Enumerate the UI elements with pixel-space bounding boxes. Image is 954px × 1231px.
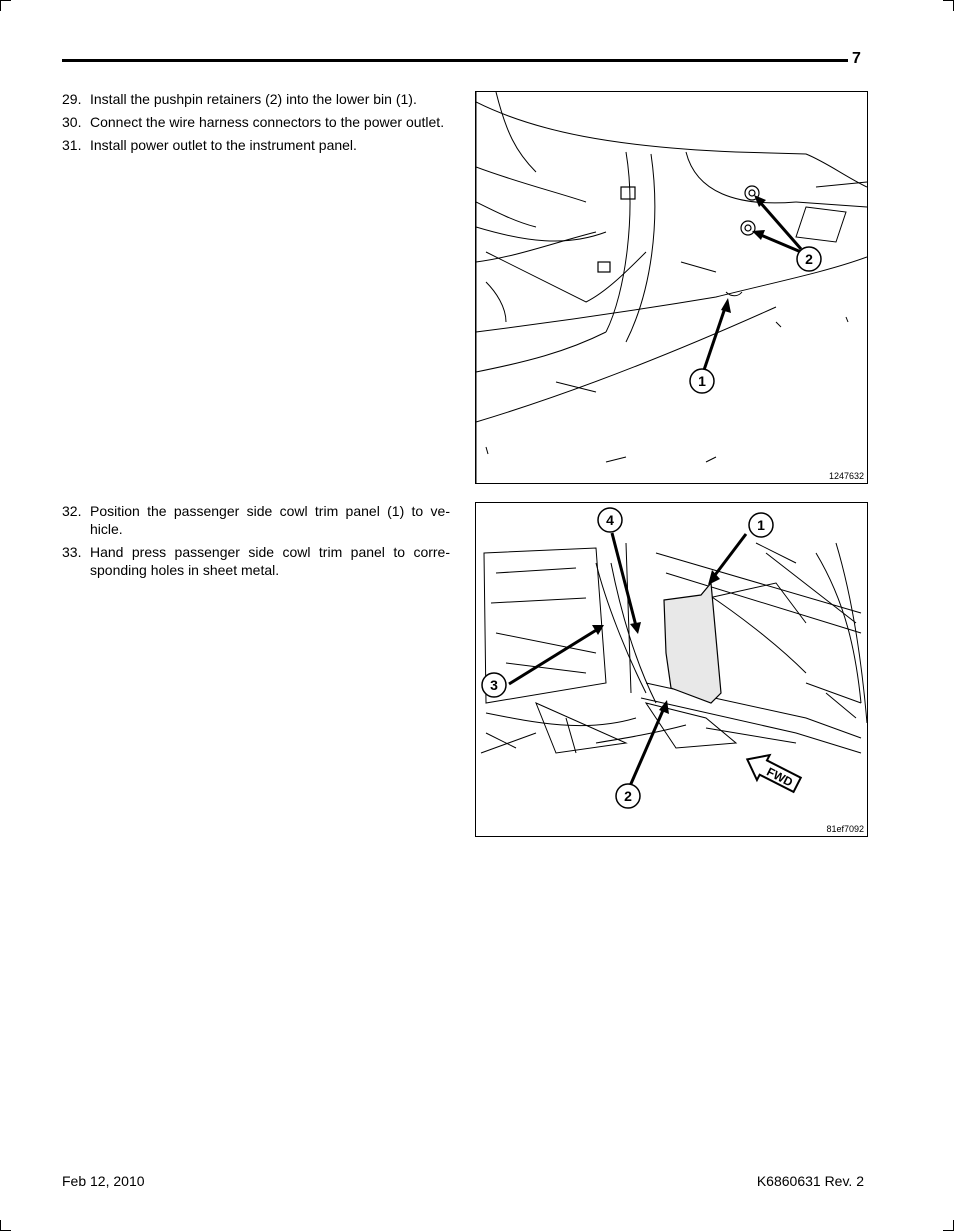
- lower-bin-illustration: [476, 92, 867, 483]
- crop-mark-bottom-left: [0, 1220, 11, 1231]
- callout-label: 4: [606, 512, 614, 528]
- step-list-2: [62, 502, 450, 584]
- fwd-label: FWD: [764, 764, 796, 790]
- step-item: 31. Install power outlet to the instrument panel.: [62, 137, 357, 153]
- callout-label: 1: [757, 517, 765, 533]
- fwd-arrow-icon: [741, 747, 804, 797]
- footer-date: Feb 12, 2010: [62, 1173, 145, 1189]
- crop-mark-bottom-right: [943, 1220, 954, 1231]
- step-item: 33. Hand press passenger side cowl trim panel to corre-sponding holes in sheet metal.: [62, 544, 450, 578]
- callout-label: 3: [490, 677, 498, 693]
- crop-mark-top-left: [0, 0, 11, 11]
- cowl-trim-panel: [664, 583, 721, 703]
- footer-doc-id: K6860631 Rev. 2: [756, 1173, 864, 1189]
- step-item: 30. Connect the wire harness connectors to the power outlet.: [62, 114, 445, 130]
- callout-label: 2: [805, 251, 813, 267]
- figure-code: 1247632: [828, 471, 864, 481]
- page-number: 7: [852, 50, 861, 67]
- step-list-1: [62, 90, 450, 159]
- callout-label: 2: [624, 788, 632, 804]
- step-item: 29. Install the pushpin retainers (2) into the lower bin (1).: [62, 91, 417, 107]
- crop-mark-top-right: [943, 0, 954, 11]
- step-item: 32. Position the passenger side cowl trim panel (1) to ve-hicle.: [62, 503, 450, 537]
- figure-cowl-trim: [475, 502, 868, 837]
- callout-label: 1: [698, 373, 706, 389]
- cowl-trim-illustration: [476, 503, 867, 836]
- figure-code: 81ef7092: [826, 824, 864, 834]
- header-rule: [62, 59, 848, 62]
- figure-lower-bin: [475, 91, 868, 484]
